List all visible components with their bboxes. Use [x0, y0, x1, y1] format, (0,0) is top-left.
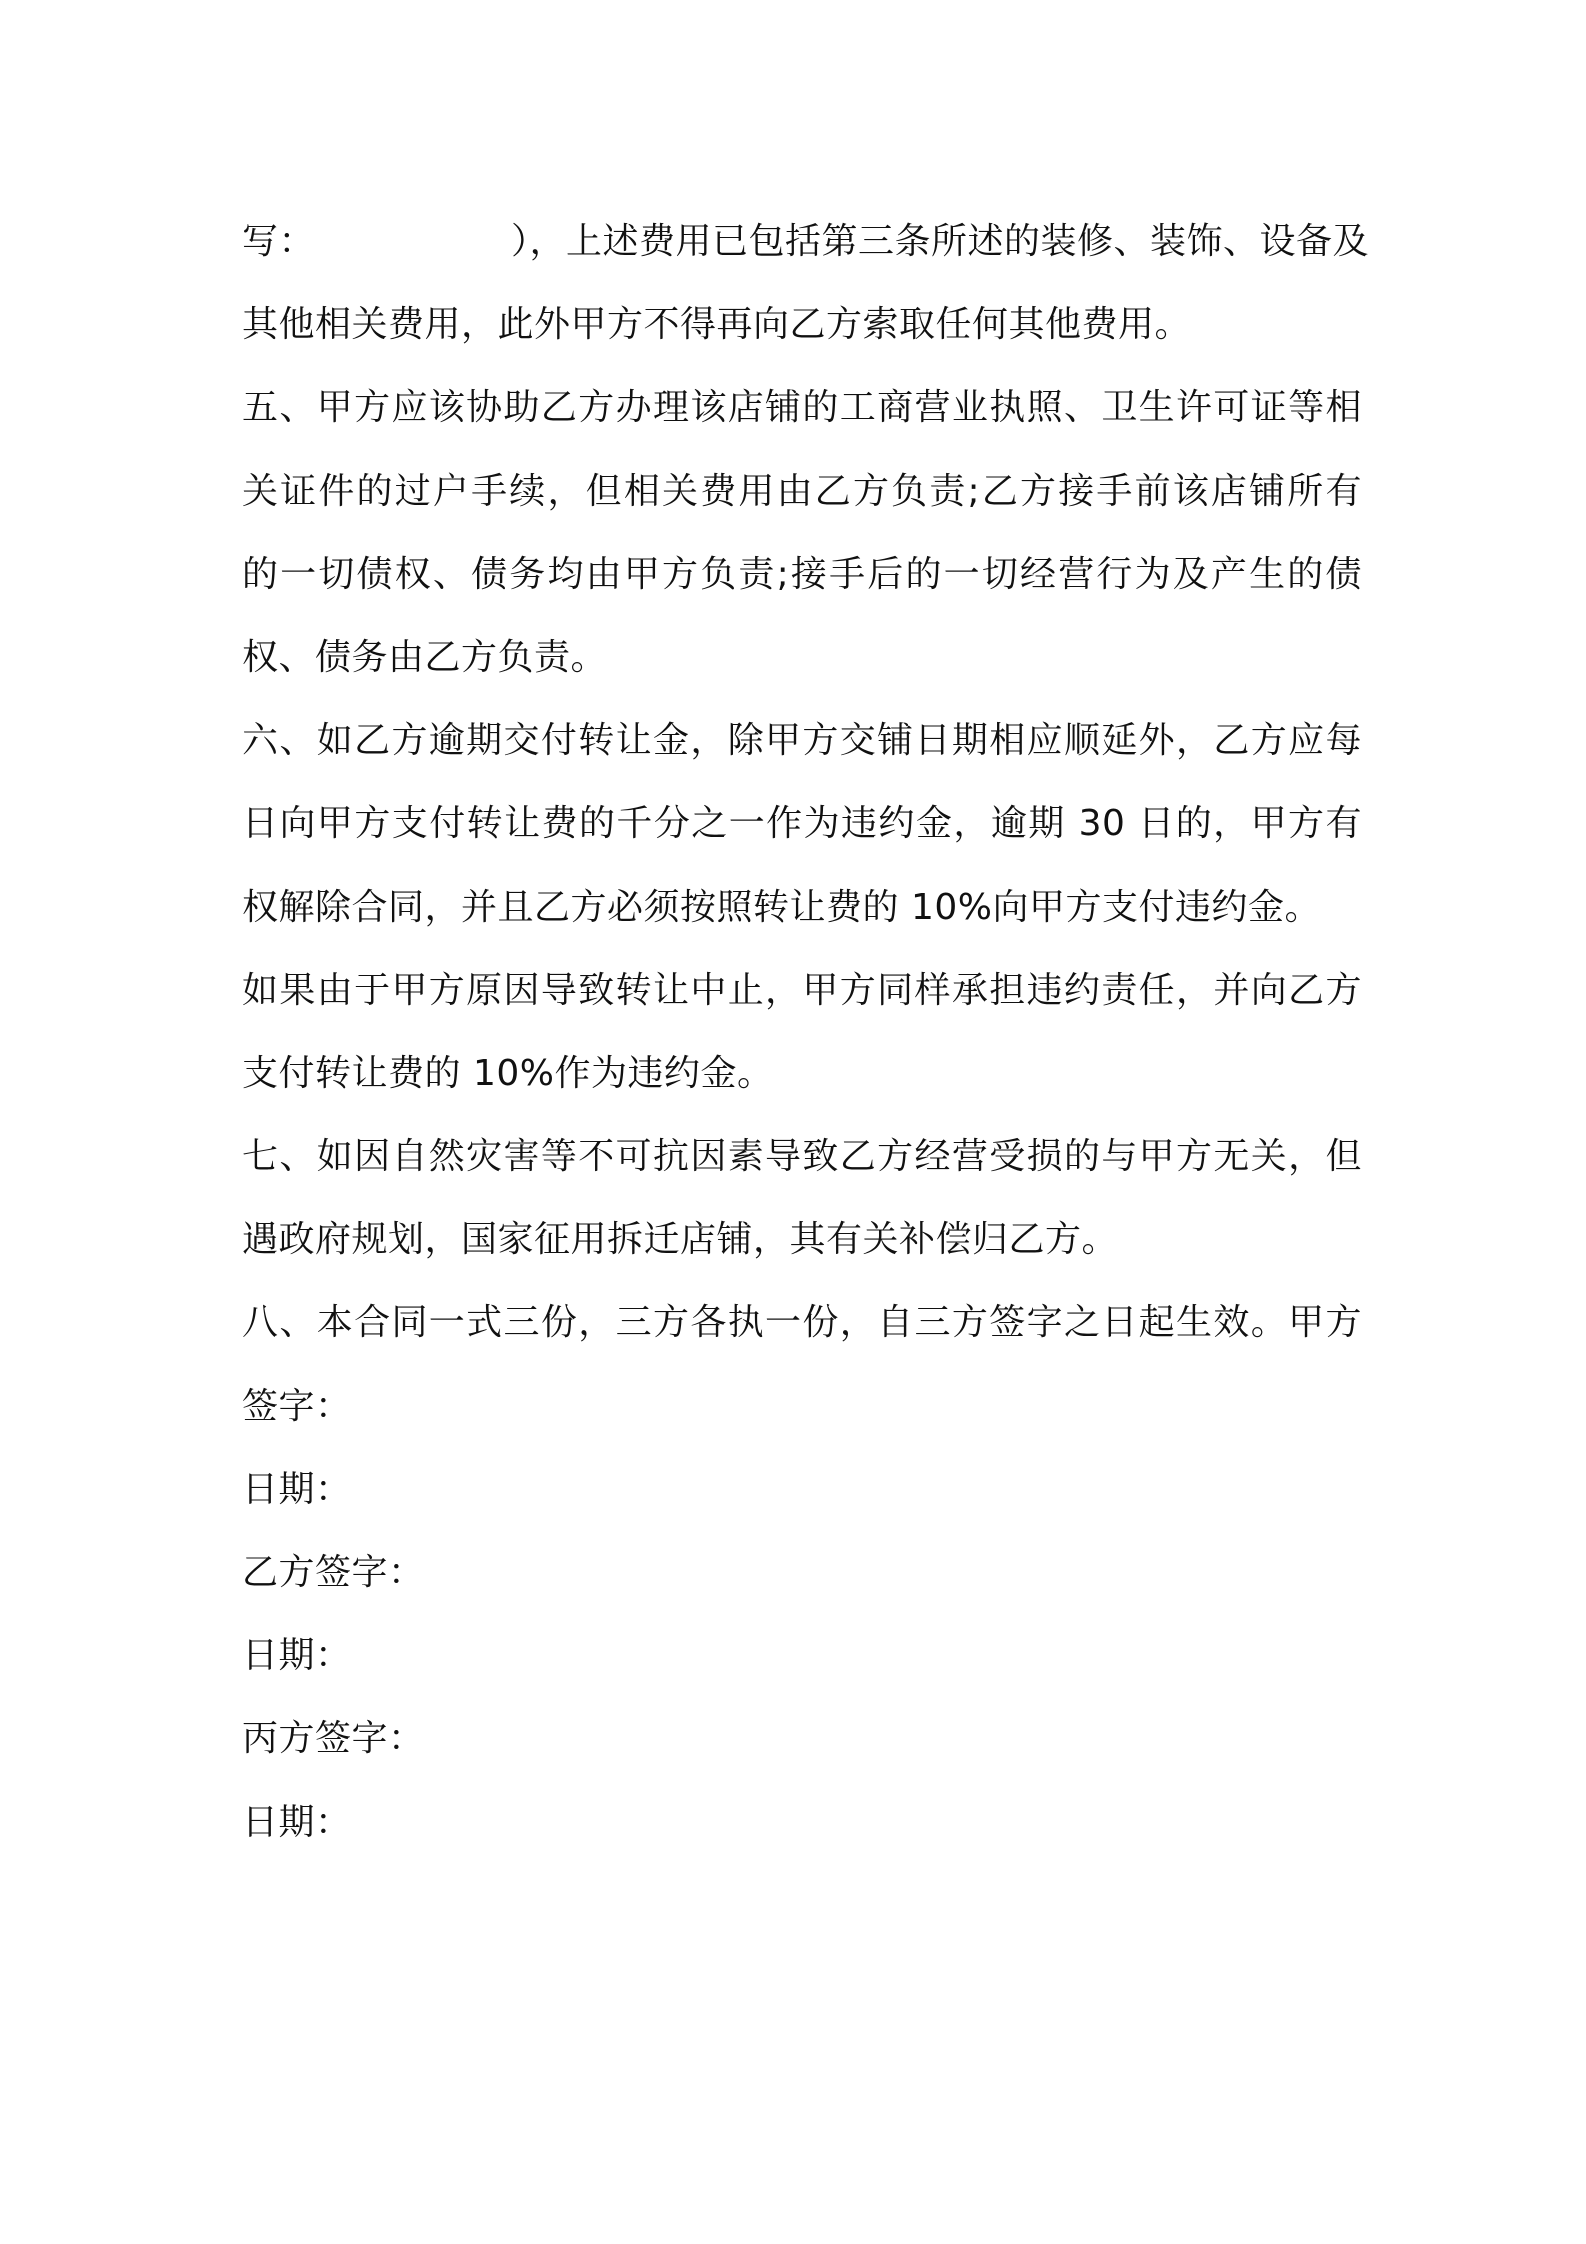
party-c-signature-label: 丙方签字：: [242, 1718, 425, 1760]
clause-8-line-1: 八、本合同一式三份，三方各执一份，自三方签字之日起生效。甲方: [242, 1302, 1362, 1344]
clause-6-line-4: 如果由于甲方原因导致转让中止，甲方同样承担违约责任，并向乙方: [242, 969, 1362, 1011]
clause-6-line-3: 权解除合同，并且乙方必须按照转让费的 10%向甲方支付违约金。: [242, 886, 1321, 928]
clause-7-line-2: 遇政府规划，国家征用拆迁店铺，其有关补偿归乙方。: [242, 1219, 1119, 1261]
clause-6-line-1: 六、如乙方逾期交付转让金，除甲方交铺日期相应顺延外，乙方应每: [242, 720, 1362, 762]
clause-5-line-1: 五、甲方应该协助乙方办理该店铺的工商营业执照、卫生许可证等相: [242, 387, 1362, 429]
clause-7-line-1: 七、如因自然灾害等不可抗因素导致乙方经营受损的与甲方无关，但: [242, 1136, 1362, 1178]
contract-body: [242, 200, 1370, 1864]
text-line-2: 其他相关费用，此外甲方不得再向乙方索取任何其他费用。: [242, 304, 1192, 346]
clause-6-line-5: 支付转让费的 10%作为违约金。: [242, 1052, 774, 1094]
party-b-date-label: 日期：: [242, 1635, 352, 1677]
text-line-1: [242, 200, 1370, 283]
clause-5-line-4: 权、债务由乙方负责。: [242, 636, 608, 678]
clause-5-line-2: 关证件的过户手续，但相关费用由乙方负责;乙方接手前该店铺所有: [242, 470, 1362, 512]
text-line-1-end: ），上述费用已包括第三条所述的装修、装饰、设备及: [511, 221, 1370, 262]
clause-6-line-2: 日向甲方支付转让费的千分之一作为违约金，逾期 30 日的，甲方有: [242, 803, 1362, 845]
party-a-date-label: 日期：: [242, 1468, 352, 1510]
party-b-signature-label: 乙方签字：: [242, 1552, 425, 1593]
clause-5-line-3: 的一切债权、债务均由甲方负责;接手后的一切经营行为及产生的债: [242, 553, 1362, 595]
text-line-1-start: 写：: [242, 221, 316, 262]
party-c-date-label: 日期：: [242, 1801, 352, 1843]
party-a-signature-label: 签字：: [242, 1385, 352, 1427]
